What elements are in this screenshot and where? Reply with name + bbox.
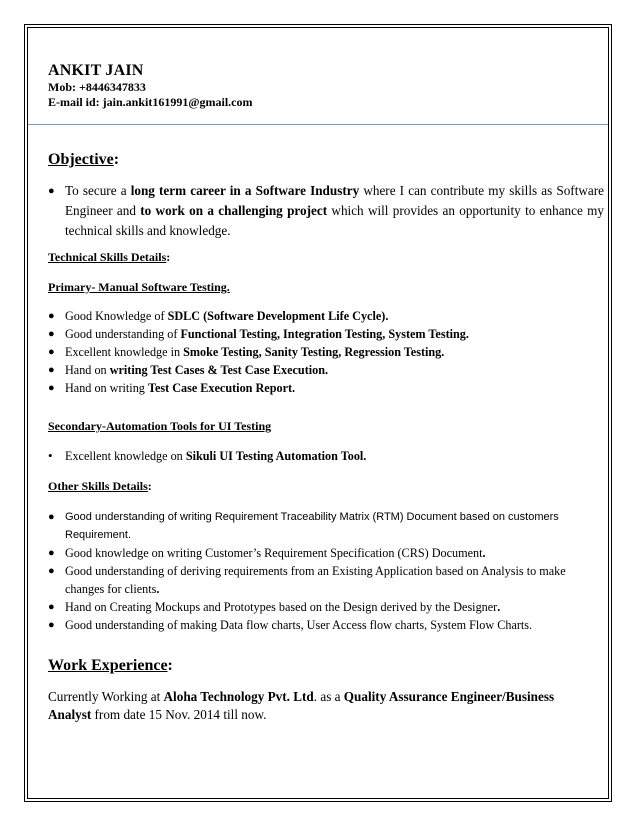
item-text: Hand on Creating Mockups and Prototypes based on the Design derived by the Designer	[65, 600, 498, 614]
other-skills-heading	[48, 479, 152, 494]
technical-skills-heading-text: Technical Skills Details	[48, 250, 167, 264]
list-item	[48, 447, 604, 465]
mobile-number: Mob: +8446347833	[48, 80, 146, 94]
work-experience-text	[48, 688, 593, 724]
company-name: Aloha Technology Pvt. Ltd	[163, 689, 314, 704]
list-item	[48, 361, 604, 379]
secondary-skills-list	[48, 447, 604, 465]
objective-part: which will provides an opportunity to enhance my technical skills and knowledge.	[65, 203, 605, 238]
item-text: Good Knowledge of	[65, 309, 168, 323]
item-text-tail: .	[497, 600, 501, 614]
other-skills-heading-text: Other Skills Details	[48, 479, 148, 493]
item-text: Good understanding of making Data flow charts, User Access flow charts, System Flow Charts.	[65, 618, 533, 632]
objective-heading-text: Objective	[48, 151, 114, 168]
item-text-tail: .	[482, 546, 486, 560]
list-item	[48, 307, 604, 325]
objective-part: To secure a	[65, 183, 131, 198]
objective-part-bold: long term career in a Software Industry	[130, 183, 360, 198]
technical-skills-heading	[48, 250, 170, 265]
list-item	[48, 379, 604, 397]
other-skills-list	[48, 508, 604, 634]
work-part: . as a	[313, 689, 344, 704]
bullet-icon: ●	[48, 511, 55, 523]
work-part: from date 15 Nov. 2014 till now.	[91, 707, 267, 722]
item-text-bold: Test Case Execution Report.	[147, 381, 296, 395]
item-text-bold: Sikuli UI Testing Automation Tool.	[185, 449, 367, 463]
objective-part: where I can contribute my skills as Software Engineer and	[65, 183, 604, 218]
item-text: Excellent knowledge in	[65, 345, 184, 359]
item-text-bold: Smoke Testing, Sanity Testing, Regression Testing.	[183, 345, 445, 359]
item-text-tail: .	[156, 582, 160, 596]
primary-skills-list	[48, 307, 604, 397]
item-text: Hand on writing	[65, 381, 148, 395]
primary-heading: Primary- Manual Software Testing.	[48, 280, 230, 294]
bullet-icon: ●	[48, 364, 55, 376]
resume-header	[48, 62, 604, 110]
bullet-icon: •	[48, 448, 53, 463]
item-text: Good understanding of deriving requirements from an Existing Application based on Analysis to make changes for clients	[65, 564, 566, 596]
bullet-icon: ●	[48, 328, 55, 340]
objective-list	[48, 181, 604, 241]
bullet-icon: ●	[48, 565, 55, 577]
work-part: Currently Working at	[48, 689, 164, 704]
bullet-icon: ●	[48, 382, 55, 394]
list-item	[48, 562, 604, 598]
item-text: Good understanding of writing Requirement Traceability Matrix (RTM) Document based on customers Requirement.	[65, 511, 559, 541]
list-item	[48, 544, 604, 562]
objective-heading-colon: :	[113, 151, 120, 168]
work-experience-heading-text: Work Experience	[48, 657, 168, 674]
bullet-icon: ●	[48, 310, 55, 322]
item-text: Excellent knowledge on	[65, 449, 186, 463]
work-experience-heading	[48, 657, 173, 675]
item-text-bold: writing Test Cases & Test Case Execution.	[109, 363, 329, 377]
header-divider	[28, 124, 608, 125]
email-address: E-mail id: jain.ankit161991@gmail.com	[48, 95, 253, 109]
bullet-icon: ●	[48, 619, 55, 631]
item-text: Good knowledge on writing Customer’s Requirement Specification (CRS) Document	[65, 546, 483, 560]
bullet-icon: ●	[48, 601, 55, 613]
list-item	[48, 325, 604, 343]
list-item	[48, 598, 604, 616]
objective-heading	[48, 151, 119, 169]
bullet-icon: ●	[48, 547, 55, 559]
item-text-bold: Functional Testing, Integration Testing, System Testing.	[180, 327, 469, 341]
list-item	[48, 616, 604, 634]
list-item	[48, 508, 604, 544]
objective-part-bold: to work on a challenging project	[140, 203, 328, 218]
secondary-heading: Secondary-Automation Tools for UI Testing	[48, 419, 272, 433]
bullet-icon: ●	[48, 185, 55, 197]
work-experience-heading-colon: :	[167, 657, 173, 674]
item-text-bold: SDLC (Software Development Life Cycle).	[167, 309, 389, 323]
bullet-icon: ●	[48, 346, 55, 358]
candidate-name: ANKIT JAIN	[48, 62, 144, 79]
item-text: Hand on	[65, 363, 110, 377]
list-item	[48, 343, 604, 361]
item-text: Good understanding of	[65, 327, 181, 341]
other-skills-heading-colon: :	[147, 479, 152, 493]
technical-skills-heading-colon: :	[166, 250, 171, 264]
job-title: Quality Assurance Engineer/Business Analyst	[48, 689, 555, 722]
page-border-inner	[27, 27, 609, 799]
objective-text	[48, 181, 604, 241]
